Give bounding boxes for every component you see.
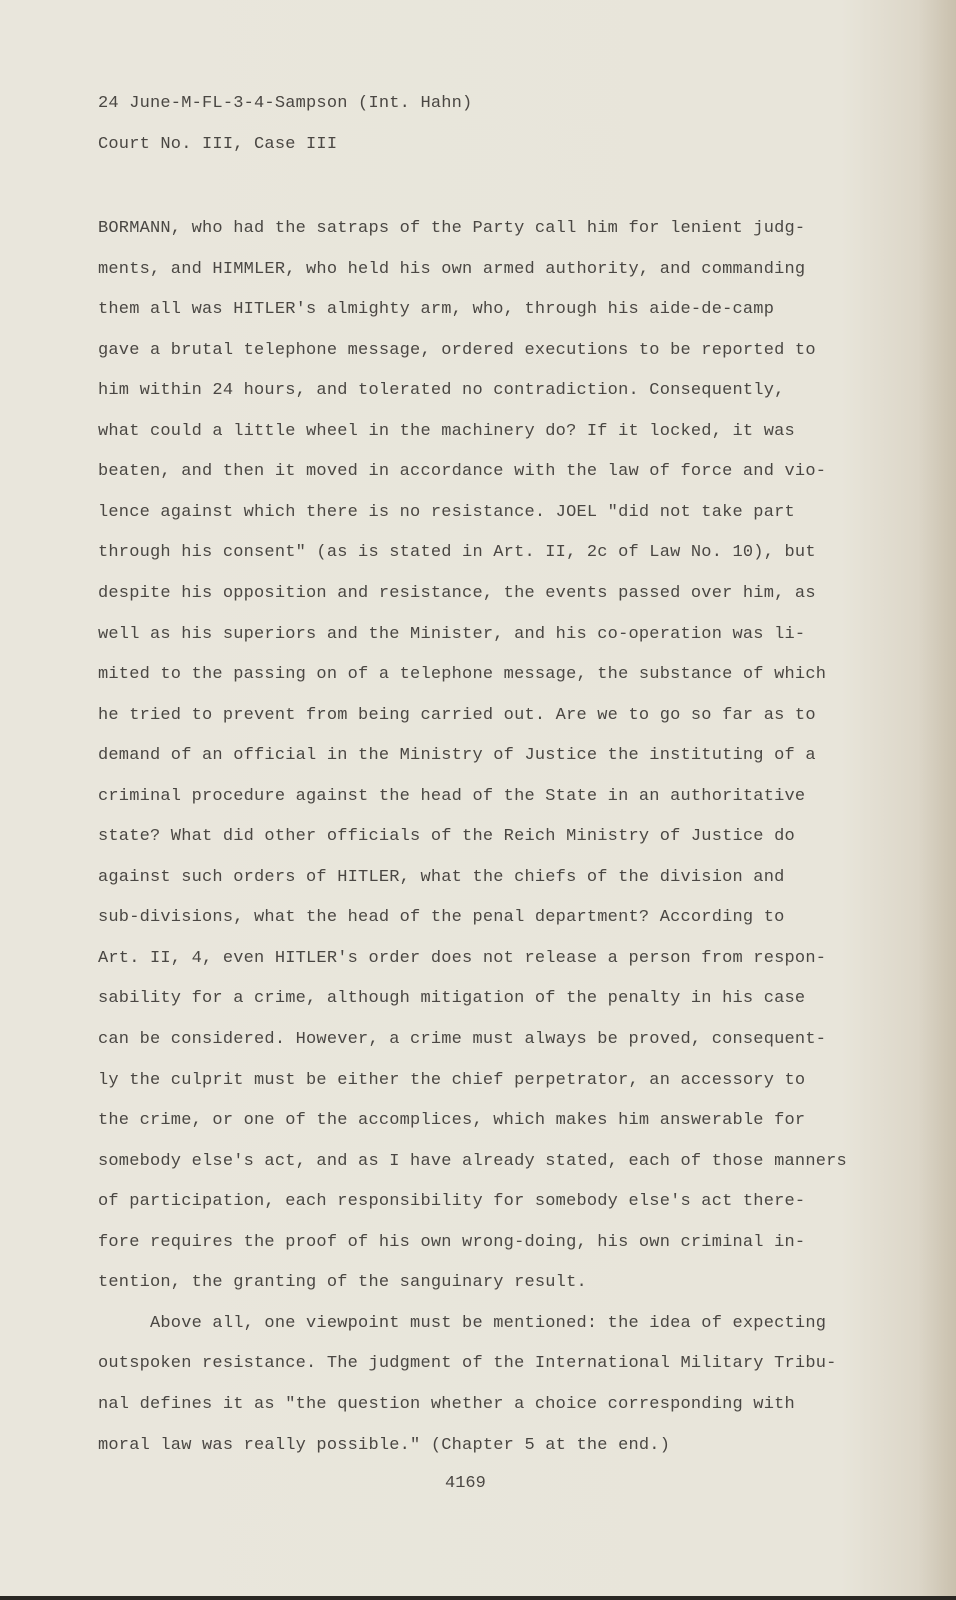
body-line: lence against which there is no resistance. JOEL "did not take part [98, 502, 795, 522]
body-line: them all was HITLER's almighty arm, who, through his aide-de-camp [98, 300, 775, 320]
body-line: moral law was really possible." (Chapter 5 at the end.) [98, 1435, 671, 1455]
body-line: nal defines it as "the question whether a choice corresponding with [98, 1394, 795, 1414]
body-line: gave a brutal telephone message, ordered executions to be reported to [98, 340, 816, 360]
body-line: somebody else's act, and as I have already stated, each of those manners [98, 1151, 847, 1171]
body-line: demand of an official in the Ministry of Justice the instituting of a [98, 746, 816, 766]
body-line: him within 24 hours, and tolerated no contradiction. Consequently, [98, 381, 785, 401]
header-line-2: Court No. III, Case III [98, 135, 338, 154]
body-line: of participation, each responsibility for somebody else's act there- [98, 1192, 806, 1212]
body-line: mited to the passing on of a telephone message, the substance of which [98, 665, 827, 685]
body-line: criminal procedure against the head of the State in an authoritative [98, 786, 806, 806]
body-line: outspoken resistance. The judgment of the International Military Tribu- [98, 1354, 837, 1374]
body-line: the crime, or one of the accomplices, which makes him answerable for [98, 1111, 806, 1131]
body-line: against such orders of HITLER, what the chiefs of the division and [98, 867, 785, 887]
body-line: what could a little wheel in the machinery do? If it locked, it was [98, 421, 795, 441]
body-line: despite his opposition and resistance, the events passed over him, as [98, 583, 816, 603]
body-line: Art. II, 4, even HITLER's order does not release a person from respon- [98, 948, 827, 968]
body-line: state? What did other officials of the Reich Ministry of Justice do [98, 827, 795, 847]
body-line: he tried to prevent from being carried out. Are we to go so far as to [98, 705, 816, 725]
body-line: sub-divisions, what the head of the penal department? According to [98, 908, 785, 928]
body-line: sability for a crime, although mitigation of the penalty in his case [98, 989, 806, 1009]
body-line: ly the culprit must be either the chief perpetrator, an accessory to [98, 1070, 806, 1090]
body-line: tention, the granting of the sanguinary result. [98, 1273, 587, 1293]
body-line: well as his superiors and the Minister, and his co-operation was li- [98, 624, 806, 644]
body-line: fore requires the proof of his own wrong-doing, his own criminal in- [98, 1232, 806, 1252]
body-line: Above all, one viewpoint must be mentioned: the idea of expecting [98, 1313, 827, 1333]
body-line: through his consent" (as is stated in Art. II, 2c of Law No. 10), but [98, 543, 816, 563]
page-number: 4169 [445, 1474, 486, 1493]
body-line: beaten, and then it moved in accordance with the law of force and vio- [98, 462, 827, 482]
header-line-1: 24 June-M-FL-3-4-Sampson (Int. Hahn) [98, 94, 473, 113]
body-line: ments, and HIMMLER, who held his own armed authority, and commanding [98, 259, 806, 279]
body-line: BORMANN, who had the satraps of the Party call him for lenient judg- [98, 219, 806, 238]
body-line: can be considered. However, a crime must always be proved, consequent- [98, 1030, 827, 1049]
